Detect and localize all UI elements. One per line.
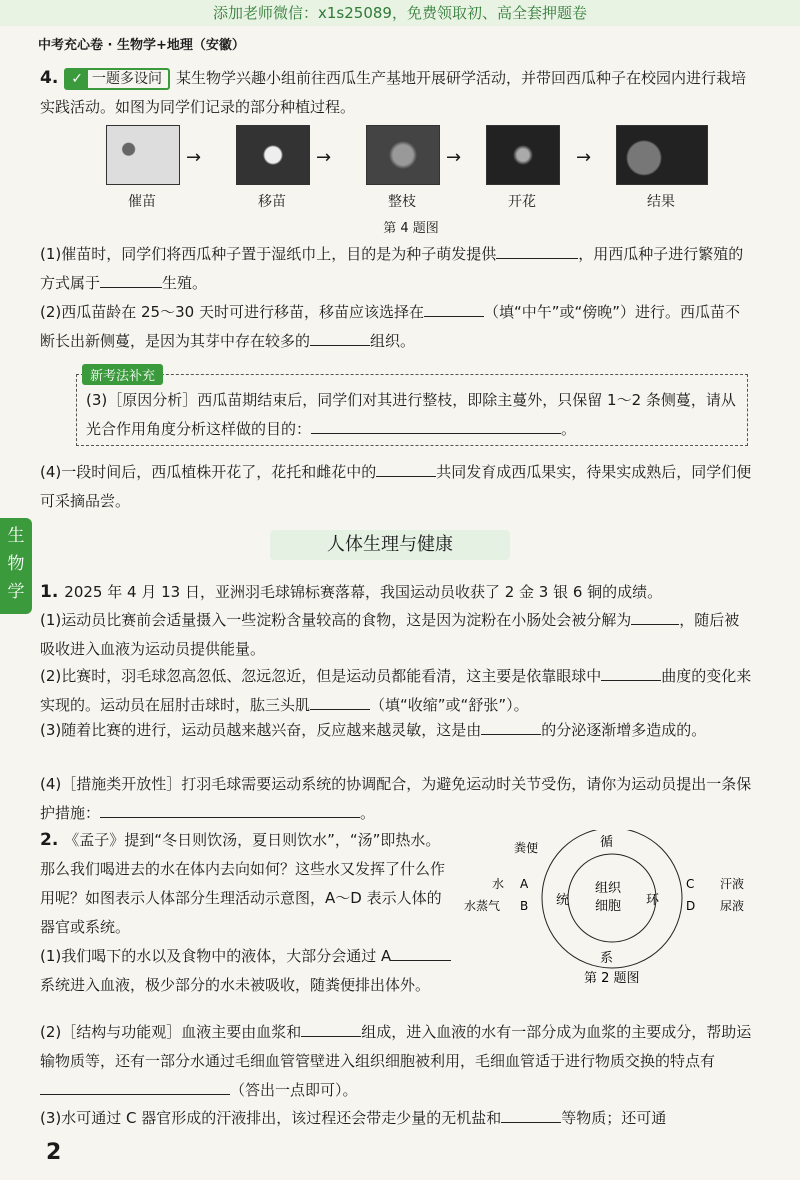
photo-seed-germination [106, 125, 180, 185]
answer-blank[interactable] [310, 691, 370, 710]
question-1-part-1: (1)运动员比赛前会适量摄入一些淀粉含量较高的食物，这是因为淀粉在小肠处会被分解为 ，随后被吸收进入血液为运动员提供能量。 [40, 606, 752, 664]
answer-blank[interactable] [496, 240, 578, 259]
label-D: D [686, 899, 696, 913]
label-huan: 环 [646, 893, 660, 908]
answer-blank[interactable] [311, 415, 561, 434]
section-title: 人体生理与健康 [270, 530, 510, 560]
question-4-part-1: (1)催苗时，同学们将西瓜种子置于湿纸巾上，目的是为种子萌发提供 ，用西瓜种子进行繁殖的方式属于 生殖。 [40, 240, 752, 298]
answer-blank[interactable] [601, 662, 661, 681]
answer-blank[interactable] [631, 606, 679, 625]
photo-pruning [366, 125, 440, 185]
side-tab-char: 学 [7, 582, 25, 602]
question-1-part-4: (4)［措施类开放性］打羽毛球需要运动系统的协调配合，为避免运动时关节受伤，请你为运动员提出一条保护措施： 。 [40, 775, 752, 822]
question-number: 4. [40, 68, 59, 88]
subject-side-tab [0, 518, 32, 614]
label-water: 水 [492, 877, 505, 891]
answer-blank[interactable] [310, 327, 370, 346]
figure-caption: 第 4 题图 [383, 221, 439, 236]
stage-label: 整枝 [388, 194, 416, 210]
question-2-part-3: (3)水可通过 C 器官形成的汗液排出，该过程还会带走少量的无机盐和 等物质；还可通 [40, 1104, 752, 1133]
answer-blank[interactable] [424, 298, 484, 317]
label-center-1: 组织 [595, 881, 622, 896]
question-2-intro: 2. 《孟子》提到“冬日则饮汤，夏日则饮水”，“汤”即热水。那么我们喝进去的水在体内去向如何？这些水又发挥了什么作用呢？如图表示人体部分生理活动示意图，A～D 表示人体的器官或系统。 [40, 830, 446, 936]
check-icon: ✓ [66, 70, 88, 88]
question-1-intro: 1. 2025 年 4 月 13 日，亚洲羽毛球锦标赛落幕，我国运动员收获了 2 金 3 银 6 铜的成绩。 [40, 582, 663, 602]
question-2-part-2: (2)［结构与功能观］血液主要由血浆和 组成，进入血液的水有一部分成为血浆的主要成分，帮助运输物质等，还有一部分水通过毛细血管管壁进入组织细胞被利用，毛细血管适于进行物质交换的特点有（答出一点即可）。 [40, 1018, 752, 1105]
multi-question-tag: ✓ 一题多设问 [64, 68, 170, 90]
label-feces: 粪便 [514, 841, 539, 855]
side-tab-char: 物 [7, 554, 25, 574]
stage-label: 催苗 [128, 194, 156, 210]
question-4-intro: 4. ✓ 一题多设问 某生物学兴趣小组前往西瓜生产基地开展研学活动，并带回西瓜种子在校园内进行栽培实践活动。如图为同学们记录的部分种植过程。 [40, 68, 747, 116]
label-xi: 系 [600, 951, 614, 966]
label-center-2: 细胞 [595, 899, 622, 914]
question-4-part-3: (3)［原因分析］西瓜苗期结束后，同学们对其进行整枝，即除主蔓外，只保留 1～2 条侧蔓，请从光合作用角度分析这样做的目的： 。 [86, 391, 736, 438]
question-2-part-1: (1)我们喝下的水以及食物中的液体，大部分会通过 A系统进入血液，极少部分的水未被吸收，随粪便排出体外。 [40, 942, 454, 1000]
label-urine: 尿液 [720, 899, 745, 913]
label-tong: 统 [556, 893, 570, 908]
label-vapor: 水蒸气 [464, 899, 501, 913]
answer-blank[interactable] [100, 799, 360, 818]
stage-label: 移苗 [258, 194, 286, 210]
arrow-icon: → [316, 147, 332, 168]
page-number: 2 [46, 1140, 62, 1165]
photo-fruiting [616, 125, 708, 185]
label-sweat: 汗液 [720, 877, 745, 891]
answer-blank[interactable] [40, 1076, 230, 1095]
label-B: B [520, 899, 529, 913]
stage-label: 开花 [508, 194, 536, 210]
answer-blank[interactable] [100, 269, 162, 288]
label-xun: 循 [600, 835, 614, 850]
answer-blank[interactable] [376, 458, 436, 477]
body-process-diagram [462, 830, 762, 990]
question-4-part-4: (4)一段时间后，西瓜植株开花了，花托和雌花中的 共同发育成西瓜果实，待果实成熟后，同学们便可采摘品尝。 [40, 458, 752, 516]
question-4-part-2: (2)西瓜苗龄在 25～30 天时可进行移苗，移苗应该选择在 （填“中午”或“傍晚”）进行。西瓜苗不断长出新侧蔓，是因为其芽中存在较多的 组织。 [40, 298, 752, 356]
answer-blank[interactable] [501, 1104, 561, 1123]
arrow-icon: → [446, 147, 462, 168]
answer-blank[interactable] [391, 942, 451, 961]
question-1-part-2: (2)比赛时，羽毛球忽高忽低、忽远忽近，但是运动员都能看清，这主要是依靠眼球中 曲度的变化来实现的。运动员在屈肘击球时，肱三头肌 （填“收缩”或“舒张”）。 [40, 662, 752, 720]
label-A: A [520, 877, 529, 891]
photo-transplant [236, 125, 310, 185]
question-1-part-3: (3)随着比赛的进行，运动员越来越兴奋，反应越来越灵敏，这是由 的分泌逐渐增多造成的。 [40, 716, 752, 745]
arrow-icon: → [576, 147, 592, 168]
arrow-icon: → [186, 147, 202, 168]
answer-blank[interactable] [301, 1018, 361, 1037]
new-exam-tag: 新考法补充 [82, 364, 163, 385]
label-C: C [686, 877, 695, 891]
promo-banner: 添加老师微信：x1s25089，免费领取初、高全套押题卷 [0, 0, 800, 26]
answer-blank[interactable] [481, 716, 541, 735]
side-tab-char: 生 [7, 526, 25, 546]
figure-caption: 第 2 题图 [584, 971, 640, 986]
photo-flowering [486, 125, 560, 185]
stage-label: 结果 [647, 194, 675, 210]
book-header: 中考充心卷 · 生物学+地理（安徽） [38, 38, 245, 53]
planting-process-figure [96, 125, 726, 245]
inner-circle [568, 854, 656, 942]
